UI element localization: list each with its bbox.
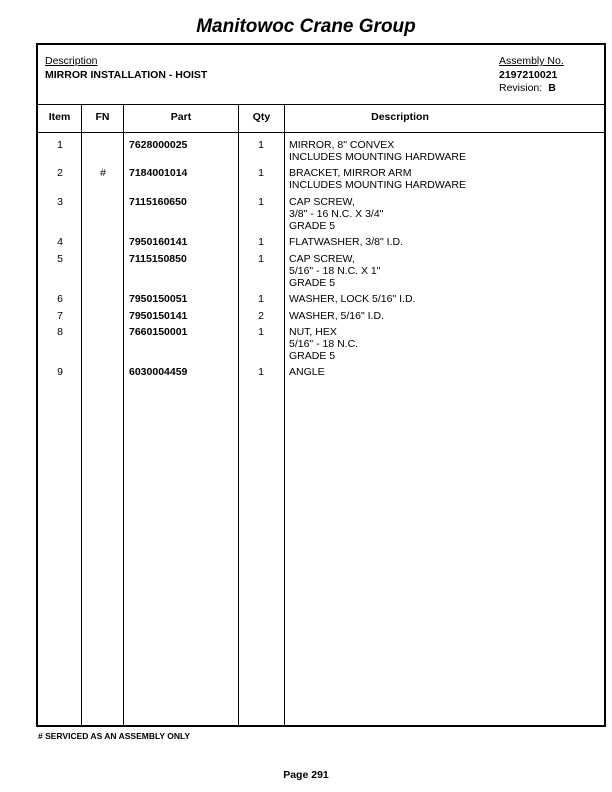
- part-number: 7950160141: [129, 236, 188, 248]
- part-description: [289, 326, 358, 362]
- description-line: 5/16" - 18 N.C.: [289, 338, 359, 350]
- quantity: 1: [258, 167, 264, 179]
- description-line: BRACKET, MIRROR ARM: [289, 167, 412, 179]
- item-number: 1: [57, 139, 63, 151]
- part-number: 6030004459: [129, 366, 188, 378]
- part-number: 7660150001: [129, 326, 188, 338]
- part-description: [289, 167, 466, 191]
- page-number: Page 291: [283, 769, 329, 781]
- column-header-item: Item: [48, 111, 71, 123]
- column-divider: [284, 104, 285, 725]
- description-line: MIRROR, 8" CONVEX: [289, 139, 395, 151]
- quantity: 2: [258, 310, 264, 322]
- part-description: [289, 253, 381, 289]
- part-number: 7628000025: [129, 139, 188, 151]
- column-header-part: Part: [170, 111, 192, 123]
- assembly-number-label: Assembly No.: [499, 55, 564, 67]
- description-line: NUT, HEX: [289, 326, 337, 338]
- item-number: 7: [57, 310, 63, 322]
- column-divider: [123, 104, 124, 725]
- column-header-description: Description: [371, 111, 429, 123]
- part-description: [289, 236, 403, 248]
- description-line: GRADE 5: [289, 220, 336, 232]
- fn-mark: #: [100, 167, 106, 179]
- description-line: CAP SCREW,: [289, 253, 355, 265]
- part-number: 7115150850: [129, 253, 187, 265]
- quantity: 1: [258, 253, 264, 265]
- assembly-description: MIRROR INSTALLATION - HOIST: [45, 69, 208, 81]
- part-number: 7950150141: [129, 310, 188, 322]
- item-number: 4: [57, 236, 63, 248]
- description-line: INCLUDES MOUNTING HARDWARE: [289, 151, 466, 163]
- item-number: 3: [57, 196, 63, 208]
- revision-value: B: [548, 82, 556, 94]
- column-header-fn: FN: [95, 111, 110, 123]
- description-line: GRADE 5: [289, 350, 336, 362]
- quantity: 1: [258, 293, 264, 305]
- part-number: 7184001014: [129, 167, 188, 179]
- part-description: [289, 196, 383, 232]
- description-line: WASHER, LOCK 5/16" I.D.: [289, 293, 416, 305]
- part-number: 7115160650: [129, 196, 187, 208]
- part-description: [289, 139, 466, 163]
- assembly-number: 2197210021: [499, 69, 558, 81]
- item-number: 2: [57, 167, 63, 179]
- description-line: GRADE 5: [289, 277, 336, 289]
- item-number: 9: [57, 366, 63, 378]
- description-line: 5/16" - 18 N.C. X 1": [289, 265, 381, 277]
- quantity: 1: [258, 366, 264, 378]
- column-header-qty: Qty: [252, 111, 271, 123]
- quantity: 1: [258, 139, 264, 151]
- part-description: [289, 310, 384, 322]
- description-line: INCLUDES MOUNTING HARDWARE: [289, 179, 466, 191]
- quantity: 1: [258, 196, 264, 208]
- quantity: 1: [258, 326, 264, 338]
- item-number: 8: [57, 326, 63, 338]
- page-title: Manitowoc Crane Group: [196, 16, 416, 37]
- description-line: 3/8" - 16 N.C. X 3/4": [289, 208, 384, 220]
- revision: [499, 82, 556, 94]
- part-number: 7950150051: [129, 293, 188, 305]
- parts-list-frame: [36, 43, 606, 727]
- description-line: WASHER, 5/16" I.D.: [289, 310, 384, 322]
- description-line: CAP SCREW,: [289, 196, 355, 208]
- part-description: [289, 366, 325, 378]
- description-line: FLATWASHER, 3/8" I.D.: [289, 236, 403, 248]
- part-description: [289, 293, 415, 305]
- footnote: # SERVICED AS AN ASSEMBLY ONLY: [38, 731, 191, 741]
- quantity: 1: [258, 236, 264, 248]
- description-label: Description: [45, 55, 98, 67]
- item-number: 6: [57, 293, 63, 305]
- revision-label: Revision:: [499, 82, 543, 94]
- description-line: ANGLE: [289, 366, 325, 378]
- item-number: 5: [57, 253, 63, 265]
